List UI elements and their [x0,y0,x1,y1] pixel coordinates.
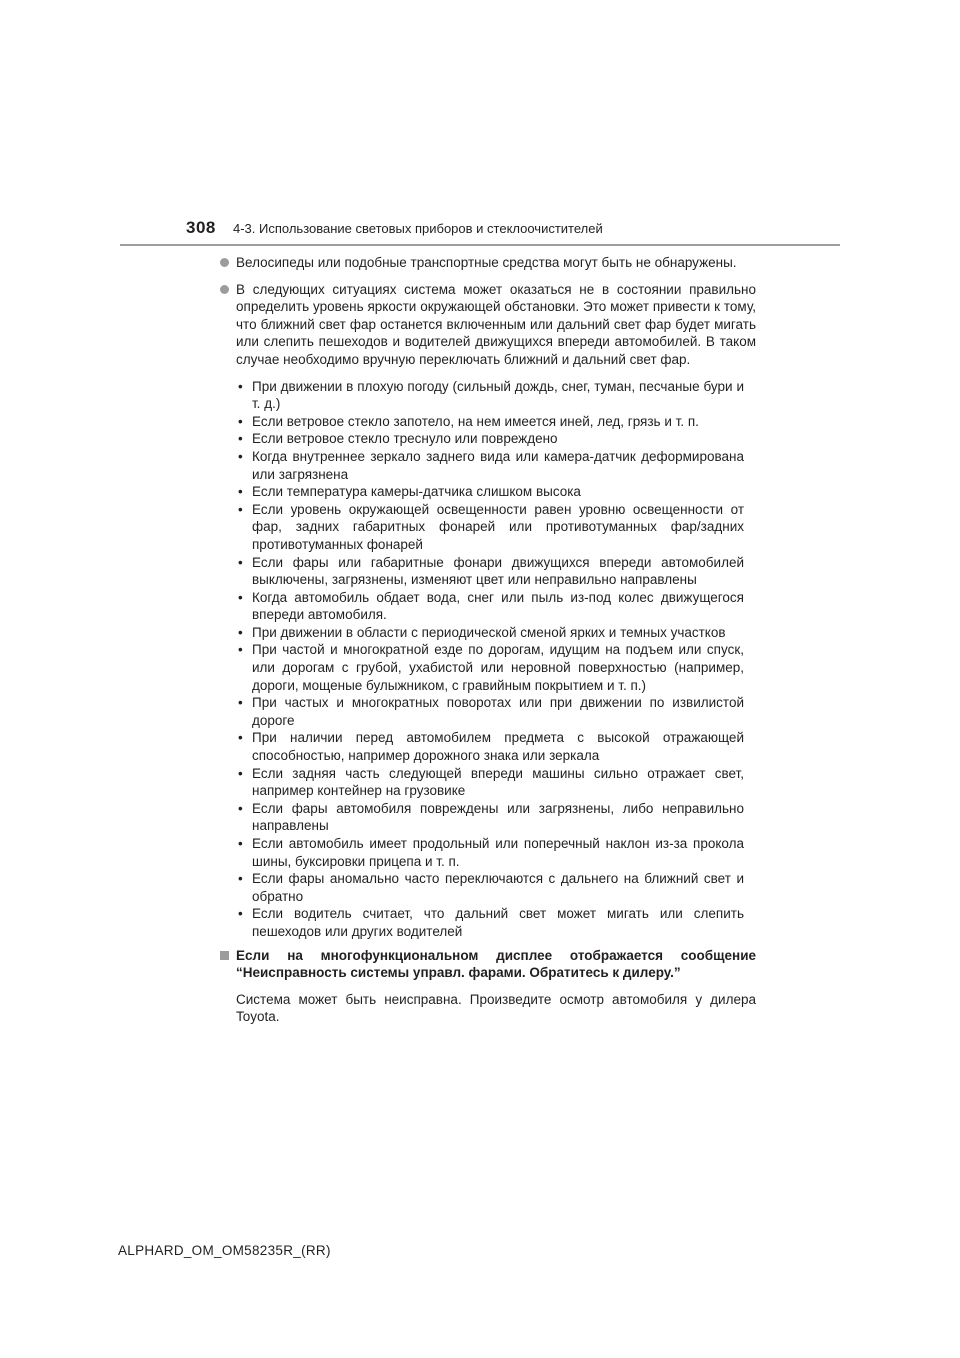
list-bullet-icon: • [238,642,243,658]
situations-list [220,378,756,941]
list-bullet-icon: • [238,378,243,394]
list-item [220,589,756,624]
list-item [220,448,756,483]
list-item-text: При движении в области с периодической сменой ярких и темных участков [252,624,726,640]
list-item [220,870,756,905]
list-item-text: При частых и многократных поворотах или при движении по извилистой дороге [252,695,744,728]
list-item [220,624,756,642]
list-item-text: Если автомобиль имеет продольный или поперечный наклон из-за прокола шины, буксировки прицепа и т. п. [252,836,744,869]
list-item [220,694,756,729]
list-item [220,835,756,870]
list-item [220,729,756,764]
list-item [220,554,756,589]
list-item-text: Если фары или габаритные фонари движущихся впереди автомобилей выключены, загрязнены, изменяют цвет или неправильно направлены [252,554,744,588]
list-item [220,430,756,448]
subsection-heading [220,947,756,982]
section-title: 4-3. Использование световых приборов и стеклоочистителей [233,221,603,236]
list-item-text: Если фары аномально часто переключаются с дальнего на ближний свет и обратно [252,871,744,904]
circle-bullet-icon [220,285,229,294]
list-bullet-icon: • [238,836,243,851]
list-bullet-icon: • [238,554,243,570]
list-bullet-icon: • [238,695,243,711]
list-bullet-icon: • [238,413,243,429]
document-code: ALPHARD_OM_OM58235R_(RR) [118,1243,331,1258]
bullet-paragraph [220,281,756,369]
page-content [220,254,756,1026]
list-item [220,905,756,940]
list-item [220,378,756,413]
list-item [220,800,756,835]
paragraph-text: Велосипеды или подобные транспортные средства могут быть не обнаружены. [236,255,737,270]
page-number: 308 [186,218,216,237]
bullet-paragraph [220,254,756,272]
list-item [220,765,756,800]
list-item-text: При частой и многократной езде по дорогам, идущим на подъем или спуск, или дорогам с грубой, ухабистой или неровной поверхностью (например, дороги, мощеные булыжником, с гравийным покрытием и т. п.) [252,642,744,693]
list-bullet-icon: • [238,871,243,887]
paragraph-text: В следующих ситуациях система может оказаться не в состоянии правильно определить уровень яркости окружающей обстановки. Это может привести к тому, что ближний свет фар останется включенным или дальний свет фар будет мигать или слепить пешеходов и водителей движущихся впереди автомобилей. В таком случае необходимо вручную переключать ближний и дальний свет фар. [236,281,756,367]
list-bullet-icon: • [238,431,243,447]
list-bullet-icon: • [238,765,243,781]
list-item [220,501,756,554]
list-item-text: При движении в плохую погоду (сильный дождь, снег, туман, песчаные бури и т. д.) [252,378,744,412]
list-bullet-icon: • [238,589,243,605]
circle-bullet-icon [220,258,229,267]
list-bullet-icon: • [238,448,243,464]
list-bullet-icon: • [238,484,243,500]
list-bullet-icon: • [238,624,243,640]
list-item-text: Если фары автомобиля повреждены или загрязнены, либо неправильно направлены [252,800,744,834]
list-item-text: Если водитель считает, что дальний свет может мигать или слепить пешеходов или других водителей [252,906,744,939]
square-bullet-icon [220,951,229,960]
list-item-text: Если задняя часть следующей впереди машины сильно отражает свет, например контейнер на грузовике [252,765,744,799]
list-item-text: Если температура камеры-датчика слишком высока [252,484,581,500]
list-item-text: Когда автомобиль обдает вода, снег или пыль из-под колес движущегося впереди автомобиля. [252,589,744,623]
list-bullet-icon: • [238,501,243,517]
list-item [220,641,756,694]
list-item-text: Когда внутреннее зеркало заднего вида или камера-датчик деформирована или загрязнена [252,448,744,482]
subsection-text: Система может быть неисправна. Произведите осмотр автомобиля у дилера Toyota. [236,991,756,1025]
list-item [220,413,756,431]
list-bullet-icon: • [238,800,243,816]
list-item-text: Если уровень окружающей освещенности равен уровню освещенности от фар, задних габаритных фонарей или противотуманных фар/задних противотуманных фонарей [252,501,744,552]
list-item-text: При наличии перед автомобилем предмета с высокой отражающей способностью, например дорожного знака или зеркала [252,730,744,764]
header-divider [120,244,840,246]
list-item [220,483,756,501]
list-item-text: Если ветровое стекло треснуло или повреждено [252,431,558,447]
subsection-heading-text: Если на многофункциональном дисплее отображается сообщение “Неисправность системы управл. фарами. Обратитесь к дилеру.” [236,947,756,981]
list-bullet-icon: • [238,730,243,746]
list-item-text: Если ветровое стекло запотело, на нем имеется иней, лед, грязь и т. п. [252,413,699,429]
list-bullet-icon: • [238,906,243,922]
